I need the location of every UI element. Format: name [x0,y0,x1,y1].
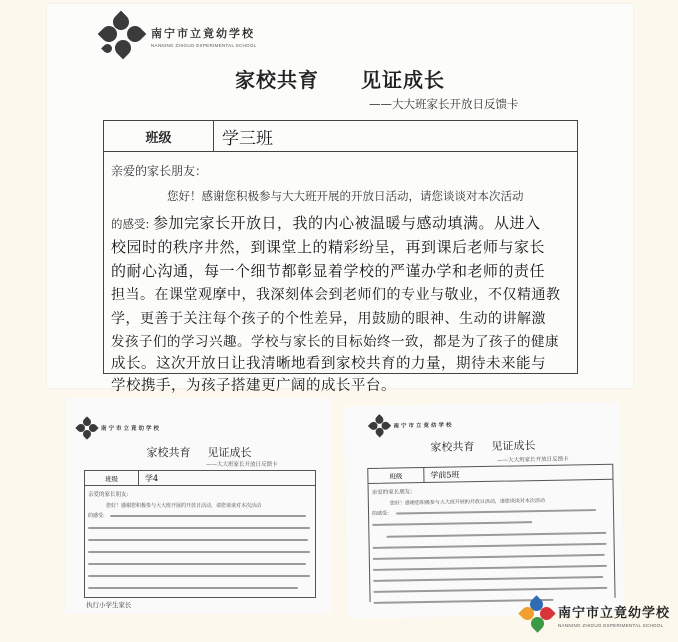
thumb-subtitle: ——大大班家长开放日反馈卡 [497,456,569,464]
flower-icon [99,14,145,58]
school-name-en: NANNING ZHIGUO EXPERIMENTAL SCHOOL [558,623,664,628]
title-right: 见证成长 [207,446,252,459]
intro-prefix: 的感受: [371,510,389,517]
handwriting-line: 学，更善于关注每个孩子的个性差异，用鼓励的眼神、生动的讲解激 [111,311,546,327]
class-label: 班级 [368,468,424,483]
intro-prefix: 的感受: [111,217,150,231]
title-left: 家校共育 [235,68,320,92]
title-left: 家校共育 [430,440,475,454]
intro-prefix: 的感受: [88,513,105,519]
handwriting-line: 发孩子们的学习兴趣。学校与家长的目标始终一致，都是为了孩子的健康 [111,334,559,350]
flower-icon [520,598,554,632]
thumbnail-feedback-card-left [66,398,332,614]
school-logo-small [368,415,453,436]
class-label: 班级 [104,121,214,151]
signature: 执行小学生家长 [86,601,132,609]
thumb-title [66,444,332,460]
greeting: 亲爱的家长朋友: [371,489,413,496]
subtitle: ——大大班家长开放日反馈卡 [369,97,519,111]
greeting: 亲爱的家长朋友: [88,492,129,498]
class-value: 学4 [145,473,159,483]
school-name-cn: 南宁市立竟幼学校 [151,26,255,40]
school-name-cn: 南宁市立竟幼学校 [101,426,162,432]
thumb-subtitle: ——大大班家长开放日反馈卡 [206,462,278,468]
flower-icon [368,416,390,436]
class-value: 学前5班 [430,469,460,480]
school-name-en: NANNING ZHIGUO EXPERIMENTAL SCHOOL [151,42,257,48]
school-name-cn: 南宁市立竟幼学校 [393,422,454,430]
main-feedback-card [47,4,633,394]
handwriting-line: 参加完家长开放日，我的内心被温暖与感动填满。从进入 [153,214,541,232]
title-right: 见证成长 [360,68,445,92]
page-title [47,64,633,93]
intro-text: 您好！感谢您积极参与大大班开展的开放日活动，请您谈谈对本次活动 [167,189,524,203]
thumb-title [345,436,621,457]
school-logo [99,14,256,58]
handwriting-line: 的耐心沟通，每一个细节都彰显着学校的严谨办学和老师的责任 [111,262,546,280]
footer-school-logo [520,598,670,632]
intro-text: 您好！感谢您积极参与大大班开展的开放日活动，请您谈谈对本次活动 [106,503,262,509]
class-label: 班级 [85,471,139,485]
handwriting-line: 学校携手，为孩子搭建更广阔的成长平台。 [111,378,396,394]
thumb-class-field [84,470,316,486]
handwriting-line: 成长。这次开放日让我清晰地看到家校共育的力量，期待未来能与 [111,356,546,372]
title-right: 见证成长 [491,439,536,453]
greeting: 亲爱的家长朋友： [111,164,208,178]
handwriting-line: 校园时的秩序井然，到课堂上的精彩纷呈，再到课后老师与家长 [111,238,546,256]
class-value: 学三班 [222,128,273,149]
title-left: 家校共育 [146,446,191,459]
school-logo-small [76,418,161,438]
handwriting-line: 担当。在课堂观摩中，我深刻体会到老师们的专业与敬业，不仅精通教 [111,287,561,303]
thumbnail-feedback-card-right [344,402,624,619]
class-field [103,120,578,152]
school-name-cn: 南宁市立竟幼学校 [558,606,671,621]
intro-text: 您好！感谢您积极参与大大班开展的开放日活动，请您谈谈对本次活动 [389,497,545,507]
flower-icon [76,418,98,438]
